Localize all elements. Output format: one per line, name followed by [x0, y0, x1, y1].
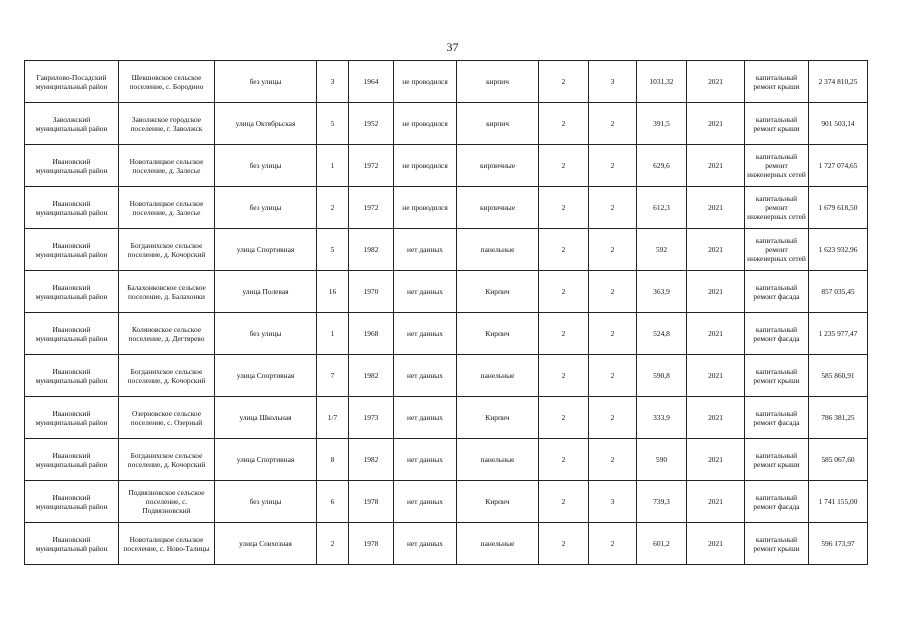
district-cell: Ивановский муниципальный район: [25, 145, 119, 187]
area-cell: 1031,32: [637, 61, 687, 103]
last-repair-cell: не проводился: [394, 187, 457, 229]
house-number-cell: 1/7: [317, 397, 349, 439]
last-repair-cell: нет данных: [394, 229, 457, 271]
cost-cell: 2 374 810,25: [809, 61, 868, 103]
street-cell: улица Совхозная: [215, 523, 317, 565]
house-number-cell: 2: [317, 523, 349, 565]
area-cell: 333,9: [637, 397, 687, 439]
last-repair-cell: нет данных: [394, 481, 457, 523]
build-year-cell: 1970: [349, 271, 394, 313]
table-row: [25, 145, 868, 187]
settlement-cell: Новоталицкое сельское поселение, д. Залесье: [119, 187, 215, 229]
district-cell: Ивановский муниципальный район: [25, 187, 119, 229]
street-cell: без улицы: [215, 145, 317, 187]
district-cell: Ивановский муниципальный район: [25, 397, 119, 439]
cost-cell: 1 235 977,47: [809, 313, 868, 355]
entrances-cell: 2: [589, 355, 637, 397]
repair-year-cell: 2021: [687, 481, 745, 523]
table-row: [25, 523, 868, 565]
entrances-cell: 2: [589, 313, 637, 355]
settlement-cell: Новоталицкое сельское поселение, с. Ново-Талицы: [119, 523, 215, 565]
wall-material-cell: панельные: [457, 523, 539, 565]
work-type-cell: капитальный ремонт фасада: [745, 397, 809, 439]
cost-cell: 585 067,60: [809, 439, 868, 481]
area-cell: 592: [637, 229, 687, 271]
build-year-cell: 1978: [349, 481, 394, 523]
build-year-cell: 1982: [349, 229, 394, 271]
table-row: [25, 61, 868, 103]
table-row: [25, 103, 868, 145]
entrances-cell: 2: [589, 103, 637, 145]
street-cell: улица Октябрьская: [215, 103, 317, 145]
house-number-cell: 6: [317, 481, 349, 523]
street-cell: без улицы: [215, 313, 317, 355]
work-type-cell: капитальный ремонт крыши: [745, 103, 809, 145]
area-cell: 524,8: [637, 313, 687, 355]
settlement-cell: Богданихское сельское поселение, д. Кочорский: [119, 439, 215, 481]
floors-cell: 2: [539, 355, 589, 397]
settlement-cell: Заволжское городское поселение, г. Заволжск: [119, 103, 215, 145]
entrances-cell: 2: [589, 187, 637, 229]
house-number-cell: 7: [317, 355, 349, 397]
work-type-cell: капитальный ремонт фасада: [745, 313, 809, 355]
repair-year-cell: 2021: [687, 61, 745, 103]
district-cell: Гаврилово-Посадский муниципальный район: [25, 61, 119, 103]
entrances-cell: 2: [589, 229, 637, 271]
build-year-cell: 1972: [349, 187, 394, 229]
street-cell: без улицы: [215, 187, 317, 229]
district-cell: Заволжский муниципальный район: [25, 103, 119, 145]
district-cell: Ивановский муниципальный район: [25, 355, 119, 397]
entrances-cell: 2: [589, 271, 637, 313]
house-number-cell: 16: [317, 271, 349, 313]
area-cell: 363,9: [637, 271, 687, 313]
repair-year-cell: 2021: [687, 439, 745, 481]
cost-cell: 1 727 074,65: [809, 145, 868, 187]
district-cell: Ивановский муниципальный район: [25, 523, 119, 565]
table-row: [25, 481, 868, 523]
district-cell: Ивановский муниципальный район: [25, 229, 119, 271]
wall-material-cell: Кирпич: [457, 481, 539, 523]
work-type-cell: капитальный ремонт крыши: [745, 523, 809, 565]
floors-cell: 2: [539, 229, 589, 271]
table-row: [25, 397, 868, 439]
street-cell: улица Спортивная: [215, 355, 317, 397]
entrances-cell: 3: [589, 61, 637, 103]
wall-material-cell: панельные: [457, 439, 539, 481]
cost-cell: 596 173,97: [809, 523, 868, 565]
district-cell: Ивановский муниципальный район: [25, 313, 119, 355]
settlement-cell: Богданихское сельское поселение, д. Кочорский: [119, 229, 215, 271]
build-year-cell: 1978: [349, 523, 394, 565]
district-cell: Ивановский муниципальный район: [25, 271, 119, 313]
settlement-cell: Богданихское сельское поселение, д. Кочорский: [119, 355, 215, 397]
district-cell: Ивановский муниципальный район: [25, 481, 119, 523]
area-cell: 590,8: [637, 355, 687, 397]
area-cell: 391,5: [637, 103, 687, 145]
entrances-cell: 2: [589, 145, 637, 187]
last-repair-cell: не проводился: [394, 145, 457, 187]
settlement-cell: Балахонковское сельское поселение, д. Балахонки: [119, 271, 215, 313]
last-repair-cell: нет данных: [394, 271, 457, 313]
entrances-cell: 2: [589, 397, 637, 439]
table-row: [25, 439, 868, 481]
settlement-cell: Коляновское сельское поселение, д. Дегтярево: [119, 313, 215, 355]
wall-material-cell: кирпич: [457, 61, 539, 103]
wall-material-cell: кирпичные: [457, 187, 539, 229]
street-cell: без улицы: [215, 481, 317, 523]
wall-material-cell: панельные: [457, 355, 539, 397]
house-number-cell: 2: [317, 187, 349, 229]
build-year-cell: 1972: [349, 145, 394, 187]
floors-cell: 2: [539, 271, 589, 313]
build-year-cell: 1973: [349, 397, 394, 439]
repair-year-cell: 2021: [687, 313, 745, 355]
table-row: [25, 229, 868, 271]
area-cell: 590: [637, 439, 687, 481]
table-row: [25, 313, 868, 355]
floors-cell: 2: [539, 397, 589, 439]
housing-repair-table: [24, 60, 868, 565]
cost-cell: 1 679 618,50: [809, 187, 868, 229]
house-number-cell: 3: [317, 61, 349, 103]
page-number: 37: [446, 40, 459, 54]
repair-year-cell: 2021: [687, 229, 745, 271]
floors-cell: 2: [539, 313, 589, 355]
work-type-cell: капитальный ремонт крыши: [745, 61, 809, 103]
work-type-cell: капитальный ремонт инженерных сетей: [745, 145, 809, 187]
work-type-cell: капитальный ремонт фасада: [745, 271, 809, 313]
entrances-cell: 3: [589, 481, 637, 523]
street-cell: улица Школьная: [215, 397, 317, 439]
cost-cell: 857 035,45: [809, 271, 868, 313]
wall-material-cell: кирпич: [457, 103, 539, 145]
area-cell: 601,2: [637, 523, 687, 565]
last-repair-cell: нет данных: [394, 397, 457, 439]
cost-cell: 901 503,14: [809, 103, 868, 145]
house-number-cell: 8: [317, 439, 349, 481]
floors-cell: 2: [539, 103, 589, 145]
house-number-cell: 5: [317, 103, 349, 145]
street-cell: улица Полевая: [215, 271, 317, 313]
house-number-cell: 1: [317, 313, 349, 355]
last-repair-cell: не проводился: [394, 61, 457, 103]
repair-year-cell: 2021: [687, 103, 745, 145]
work-type-cell: капитальный ремонт крыши: [745, 355, 809, 397]
area-cell: 629,6: [637, 145, 687, 187]
area-cell: 739,3: [637, 481, 687, 523]
street-cell: без улицы: [215, 61, 317, 103]
build-year-cell: 1982: [349, 439, 394, 481]
cost-cell: 1 741 155,00: [809, 481, 868, 523]
floors-cell: 2: [539, 439, 589, 481]
settlement-cell: Новоталицкое сельское поселение, д. Залесье: [119, 145, 215, 187]
cost-cell: 1 623 932,96: [809, 229, 868, 271]
work-type-cell: капитальный ремонт крыши: [745, 439, 809, 481]
house-number-cell: 5: [317, 229, 349, 271]
district-cell: Ивановский муниципальный район: [25, 439, 119, 481]
build-year-cell: 1982: [349, 355, 394, 397]
floors-cell: 2: [539, 523, 589, 565]
last-repair-cell: нет данных: [394, 523, 457, 565]
wall-material-cell: панельные: [457, 229, 539, 271]
wall-material-cell: Кирпич: [457, 313, 539, 355]
settlement-cell: Подвязновское сельское поселение, с. Подвязновский: [119, 481, 215, 523]
floors-cell: 2: [539, 481, 589, 523]
entrances-cell: 2: [589, 523, 637, 565]
street-cell: улица Спортивная: [215, 439, 317, 481]
wall-material-cell: кирпичные: [457, 145, 539, 187]
table-row: [25, 355, 868, 397]
street-cell: улица Спортивная: [215, 229, 317, 271]
area-cell: 612,3: [637, 187, 687, 229]
settlement-cell: Шекшовское сельское поселение, с. Бородино: [119, 61, 215, 103]
table-row: [25, 187, 868, 229]
repair-year-cell: 2021: [687, 397, 745, 439]
table-body: [25, 61, 868, 565]
repair-year-cell: 2021: [687, 355, 745, 397]
house-number-cell: 1: [317, 145, 349, 187]
cost-cell: 585 860,91: [809, 355, 868, 397]
settlement-cell: Озерновское сельское поселение, с. Озерный: [119, 397, 215, 439]
repair-year-cell: 2021: [687, 271, 745, 313]
repair-year-cell: 2021: [687, 145, 745, 187]
build-year-cell: 1964: [349, 61, 394, 103]
last-repair-cell: нет данных: [394, 355, 457, 397]
build-year-cell: 1952: [349, 103, 394, 145]
build-year-cell: 1968: [349, 313, 394, 355]
work-type-cell: капитальный ремонт инженерных сетей: [745, 229, 809, 271]
entrances-cell: 2: [589, 439, 637, 481]
last-repair-cell: нет данных: [394, 313, 457, 355]
last-repair-cell: не проводился: [394, 103, 457, 145]
floors-cell: 2: [539, 145, 589, 187]
floors-cell: 2: [539, 61, 589, 103]
cost-cell: 786 381,25: [809, 397, 868, 439]
repair-year-cell: 2021: [687, 187, 745, 229]
floors-cell: 2: [539, 187, 589, 229]
work-type-cell: капитальный ремонт фасада: [745, 481, 809, 523]
table-row: [25, 271, 868, 313]
work-type-cell: капитальный ремонт инженерных сетей: [745, 187, 809, 229]
wall-material-cell: Кирпич: [457, 271, 539, 313]
wall-material-cell: Кирпич: [457, 397, 539, 439]
last-repair-cell: нет данных: [394, 439, 457, 481]
repair-year-cell: 2021: [687, 523, 745, 565]
